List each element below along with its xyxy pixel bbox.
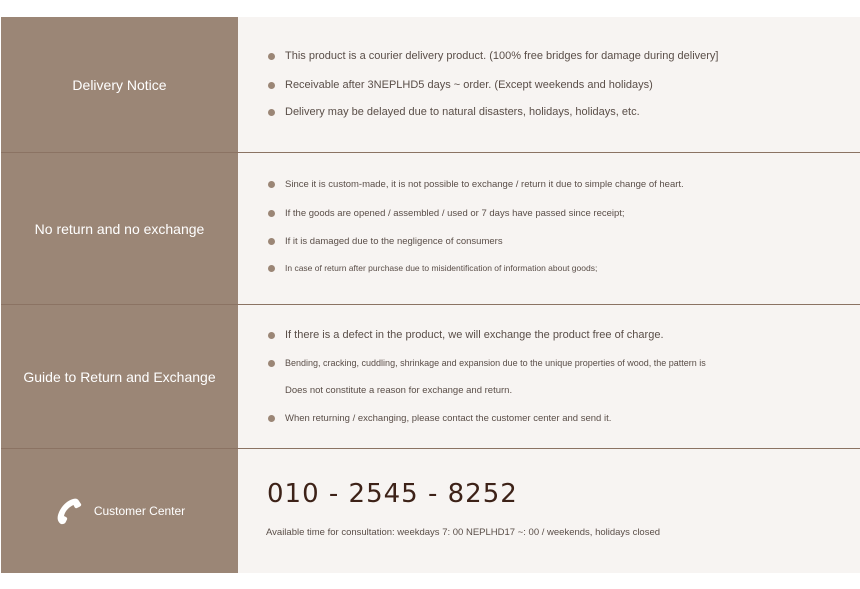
bullet-icon [268,82,275,89]
customer-center-row [1,449,860,573]
list-item [268,358,706,368]
bullet-icon [268,238,275,245]
notice-table [1,17,860,573]
list-item [268,208,625,219]
customer-center-label-cell [1,449,238,573]
list-item-text: Bending, cracking, cuddling, shrinkage and expansion due to the unique properties of wood, the pattern is [285,358,706,368]
list-item-continuation: Does not constitute a reason for exchange and return. [285,385,513,396]
customer-center-heading [54,495,185,527]
list-item-text: If there is a defect in the product, we will exchange the product free of charge. [285,329,664,341]
list-item [268,50,719,62]
guide-content [238,305,860,448]
bullet-icon [268,109,275,116]
no-return-content [238,153,860,304]
customer-center-content [238,449,860,573]
bullet-icon [268,265,275,272]
bullet-icon [268,360,275,367]
list-item-text: If it is damaged due to the negligence of consumers [285,236,503,247]
list-item-text: This product is a courier delivery product. (100% free bridges for damage during delivery] [285,50,719,62]
guide-label: Guide to Return and Exchange [1,305,238,448]
list-item [268,106,640,118]
no-return-row [1,153,860,305]
list-item-text: When returning / exchanging, please contact the customer center and send it. [285,413,612,424]
bullet-icon [268,415,275,422]
list-item [268,79,653,91]
no-return-label: No return and no exchange [1,153,238,304]
delivery-notice-label: Delivery Notice [1,17,238,152]
bullet-icon [268,53,275,60]
delivery-notice-content [238,17,860,152]
phone-icon [54,495,86,527]
list-item [268,179,684,190]
list-item-text: If the goods are opened / assembled / used or 7 days have passed since receipt; [285,208,625,219]
bullet-icon [268,181,275,188]
customer-center-label: Customer Center [93,504,186,518]
bullet-icon [268,210,275,217]
consultation-hours: Available time for consultation: weekdays 7: 00 NEPLHD17 ~: 00 / weekends, holidays closed [266,527,661,538]
list-item-text: In case of return after purchase due to misidentification of information about goods; [285,263,598,273]
list-item [268,236,503,247]
list-item-text: Receivable after 3NEPLHD5 days ~ order. (Except weekends and holidays) [285,79,653,91]
list-item [268,329,664,341]
list-item-text: Delivery may be delayed due to natural disasters, holidays, holidays, etc. [285,106,640,118]
list-item-text: Since it is custom-made, it is not possible to exchange / return it due to simple change of heart. [285,179,684,190]
delivery-notice-row [1,17,860,153]
bullet-icon [268,332,275,339]
list-item [268,413,611,424]
guide-row [1,305,860,449]
list-item [268,263,597,273]
phone-number[interactable]: 010 - 2545 - 8252 [267,479,518,509]
